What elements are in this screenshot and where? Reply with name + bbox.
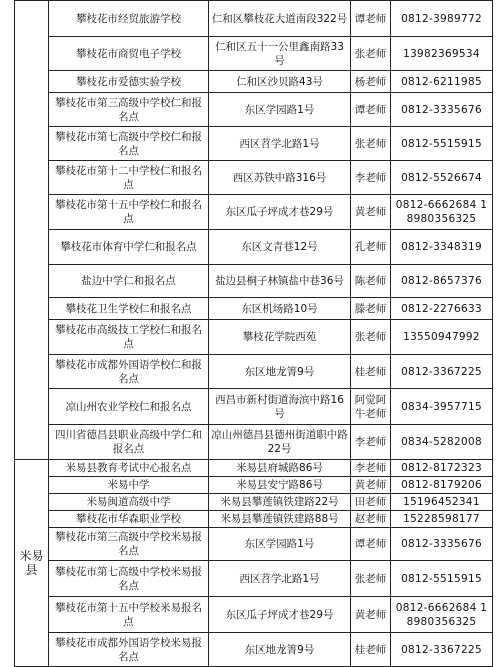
school-cell: 攀枝花市第三高级中学校米易报名点	[49, 528, 209, 561]
table-row	[15, 320, 493, 355]
phone-cell: 0812-3335676	[391, 93, 493, 127]
address-cell: 西区苕学北路1号	[209, 127, 351, 161]
table-row	[15, 597, 493, 633]
teacher-cell: 桂老师	[351, 633, 391, 667]
teacher-cell: 桂老师	[351, 355, 391, 389]
phone-cell: 0812-6662684 18980356325	[391, 597, 493, 633]
address-cell: 仁和区五十一公里鑫南路33号	[209, 37, 351, 71]
address-cell: 东区学园路1号	[209, 93, 351, 127]
address-cell: 西昌市新村街道海滨中路16号	[209, 389, 351, 425]
phone-cell: 0812-5515915	[391, 127, 493, 161]
school-cell: 攀枝花市成都外国语学校仁和报名点	[49, 355, 209, 389]
school-cell: 攀枝花市第十五中学校仁和报名点	[49, 195, 209, 230]
table-row	[15, 298, 493, 320]
teacher-cell: 张老师	[351, 37, 391, 71]
teacher-cell: 李老师	[351, 161, 391, 195]
school-cell: 攀枝花市第七高级中学校仁和报名点	[49, 127, 209, 161]
school-cell: 米易县教育考试中心报名点	[49, 460, 209, 477]
phone-cell: 0812-8657376	[391, 265, 493, 298]
phone-cell: 0812-3335676	[391, 528, 493, 561]
table-row	[15, 389, 493, 425]
phone-cell: 13982369534	[391, 37, 493, 71]
table-row	[15, 561, 493, 597]
phone-cell: 0812-5526674	[391, 161, 493, 195]
phone-cell: 15196452341	[391, 494, 493, 511]
region-cell	[15, 1, 49, 460]
teacher-cell: 阿觉阿牛老师	[351, 389, 391, 425]
address-cell: 东区地龙箐9号	[209, 633, 351, 667]
phone-cell: 0812-3989772	[391, 1, 493, 37]
table-row	[15, 460, 493, 477]
school-cell: 攀枝花市经贸旅游学校	[49, 1, 209, 37]
table-row	[15, 494, 493, 511]
teacher-cell: 滕老师	[351, 298, 391, 320]
phone-cell: 15228598177	[391, 511, 493, 528]
address-cell: 东区瓜子坪成才巷29号	[209, 195, 351, 230]
table-row	[15, 511, 493, 528]
table-row	[15, 355, 493, 389]
table-row	[15, 633, 493, 667]
table-row	[15, 161, 493, 195]
region-cell: 米易县	[15, 460, 49, 667]
table-row	[15, 528, 493, 561]
table-row	[15, 425, 493, 460]
phone-cell: 0812-8179206	[391, 477, 493, 494]
teacher-cell: 李老师	[351, 460, 391, 477]
address-cell: 东区文青巷12号	[209, 230, 351, 265]
teacher-cell: 黄老师	[351, 477, 391, 494]
phone-cell: 0834-5282008	[391, 425, 493, 460]
teacher-cell: 李老师	[351, 425, 391, 460]
table-row	[15, 37, 493, 71]
address-cell: 米易县攀莲镇铁建路22号	[209, 494, 351, 511]
table-row	[15, 1, 493, 37]
school-cell: 攀枝花卫生学校仁和报名点	[49, 298, 209, 320]
teacher-cell: 张老师	[351, 320, 391, 355]
teacher-cell: 黄老师	[351, 195, 391, 230]
address-cell: 东区学园路1号	[209, 528, 351, 561]
phone-cell: 0812-6662684 18980356325	[391, 195, 493, 230]
address-cell: 西区苏铁中路316号	[209, 161, 351, 195]
address-cell: 攀枝花学院西苑	[209, 320, 351, 355]
phone-cell: 0834-3957715	[391, 389, 493, 425]
teacher-cell: 谭老师	[351, 1, 391, 37]
teacher-cell: 谭老师	[351, 528, 391, 561]
teacher-cell: 张老师	[351, 561, 391, 597]
address-cell: 盐边县桐子林镇盐中巷36号	[209, 265, 351, 298]
school-cell: 攀枝花市第十五中学校米易报名点	[49, 597, 209, 633]
school-cell: 攀枝花市体育中学仁和报名点	[49, 230, 209, 265]
phone-cell: 0812-3348319	[391, 230, 493, 265]
teacher-cell: 张老师	[351, 127, 391, 161]
address-cell: 西区苕学北路1号	[209, 561, 351, 597]
school-cell: 盐边中学仁和报名点	[49, 265, 209, 298]
school-cell: 米易中学	[49, 477, 209, 494]
school-cell: 攀枝花市成都外国语学校米易报名点	[49, 633, 209, 667]
address-cell: 米易县府城路86号	[209, 460, 351, 477]
teacher-cell: 谭老师	[351, 93, 391, 127]
address-cell: 仁和区攀枝花大道南段322号	[209, 1, 351, 37]
address-cell: 东区机场路10号	[209, 298, 351, 320]
phone-cell: 13550947992	[391, 320, 493, 355]
address-cell: 东区瓜子坪成才巷29号	[209, 597, 351, 633]
teacher-cell: 杨老师	[351, 71, 391, 93]
table-row	[15, 265, 493, 298]
table-row	[15, 93, 493, 127]
school-cell: 攀枝花市高级技工学校仁和报名点	[49, 320, 209, 355]
registration-table	[14, 0, 493, 667]
address-cell: 米易县安宁路86号	[209, 477, 351, 494]
school-cell: 四川省德昌县职业高级中学仁和报名点	[49, 425, 209, 460]
table-row	[15, 127, 493, 161]
address-cell: 米易县攀莲镇铁建路88号	[209, 511, 351, 528]
teacher-cell: 田老师	[351, 494, 391, 511]
address-cell: 东区地龙箐9号	[209, 355, 351, 389]
teacher-cell: 孔老师	[351, 230, 391, 265]
school-cell: 米易闽道高级中学	[49, 494, 209, 511]
teacher-cell: 黄老师	[351, 597, 391, 633]
phone-cell: 0812-6211985	[391, 71, 493, 93]
phone-cell: 0812-2276633	[391, 298, 493, 320]
table-row	[15, 230, 493, 265]
address-cell: 仁和区沙贝路43号	[209, 71, 351, 93]
school-cell: 攀枝花市第七高级中学校米易报名点	[49, 561, 209, 597]
phone-cell: 0812-3367225	[391, 355, 493, 389]
table-row	[15, 71, 493, 93]
school-cell: 凉山州农业学校仁和报名点	[49, 389, 209, 425]
school-cell: 攀枝花市华森职业学校	[49, 511, 209, 528]
school-cell: 攀枝花市第十二中学校仁和报名点	[49, 161, 209, 195]
teacher-cell: 赵老师	[351, 511, 391, 528]
school-cell: 攀枝花市第三高级中学校仁和报名点	[49, 93, 209, 127]
phone-cell: 0812-5515915	[391, 561, 493, 597]
table-row	[15, 477, 493, 494]
phone-cell: 0812-8172323	[391, 460, 493, 477]
teacher-cell: 陈老师	[351, 265, 391, 298]
address-cell: 凉山州德昌县德州街道职中路22号	[209, 425, 351, 460]
phone-cell: 0812-3367225	[391, 633, 493, 667]
school-cell: 攀枝花市商贸电子学校	[49, 37, 209, 71]
table-row	[15, 195, 493, 230]
school-cell: 攀枝花市爱德实验学校	[49, 71, 209, 93]
